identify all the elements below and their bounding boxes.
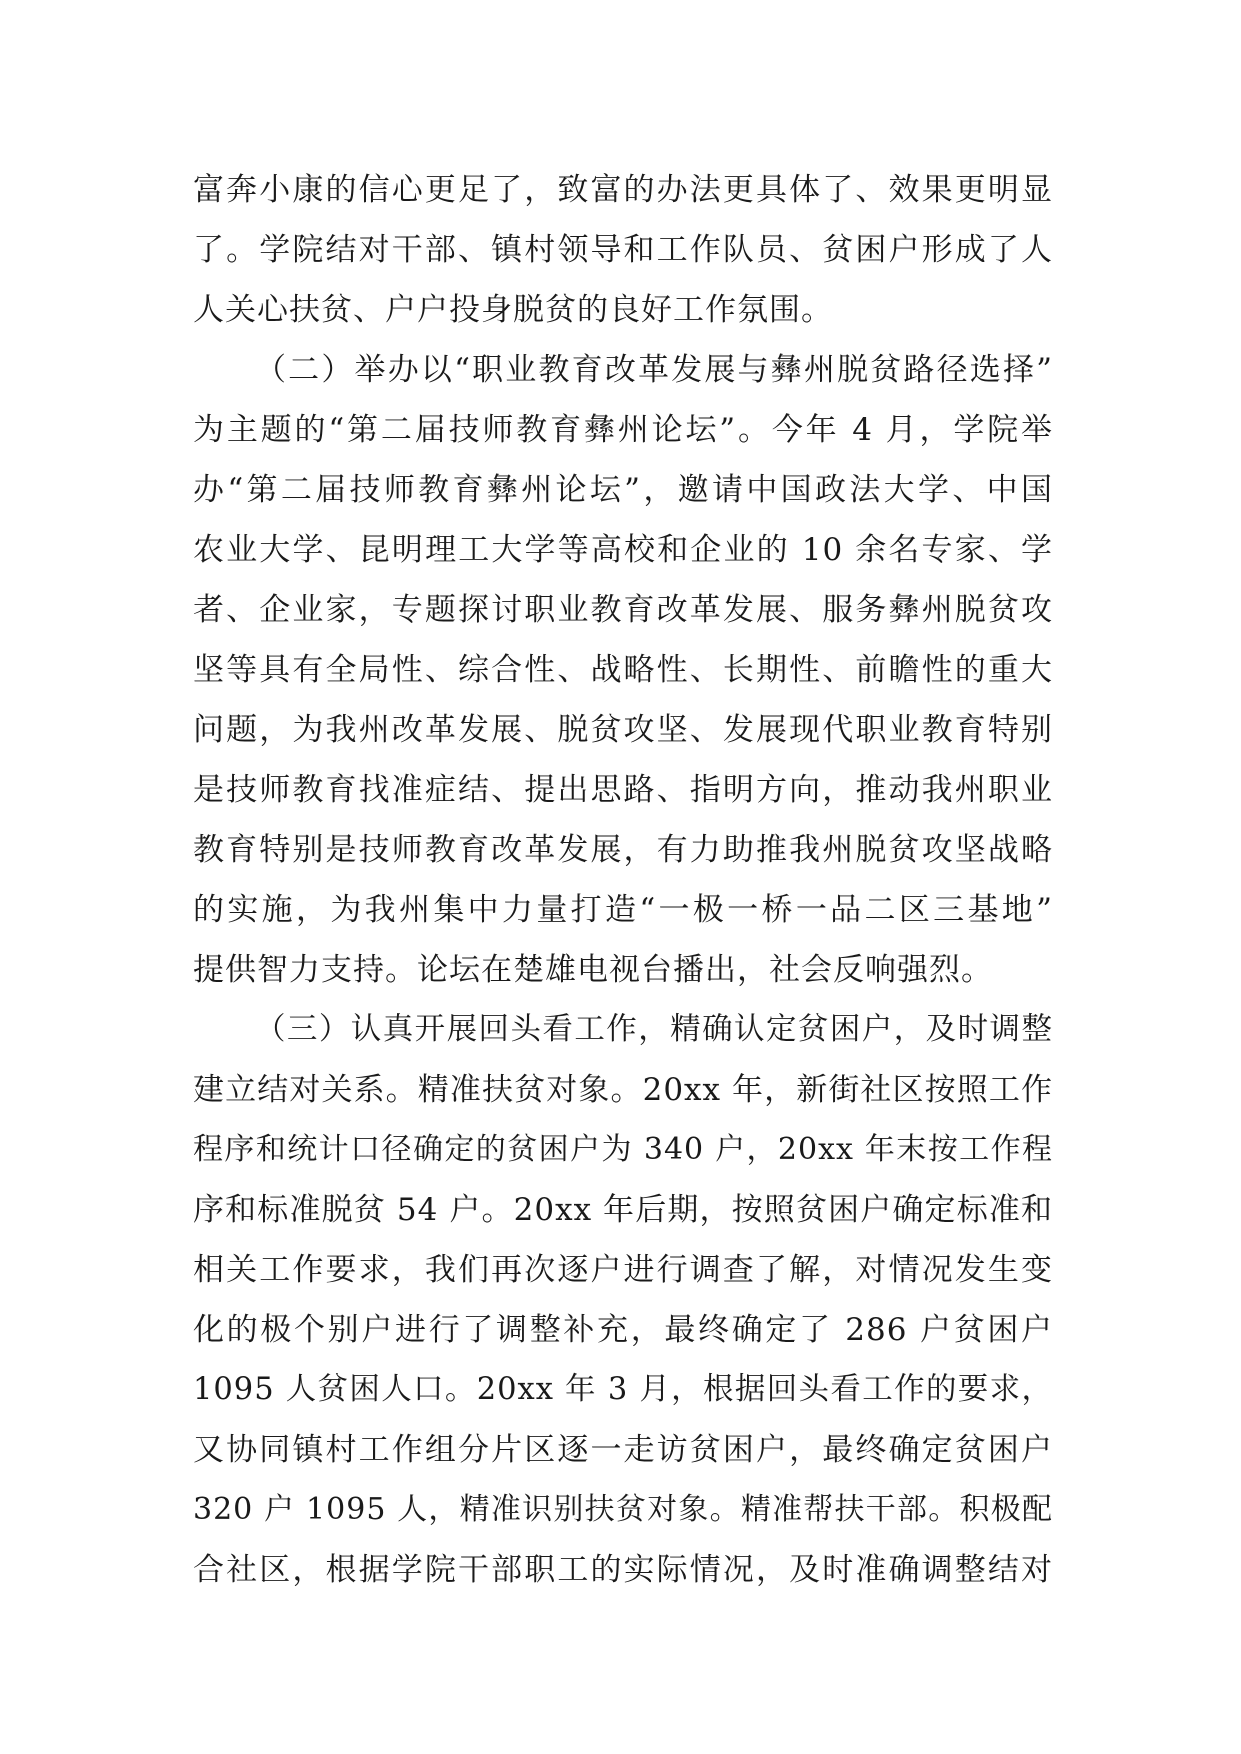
text-line: 相关工作要求，我们再次逐户进行调查了解，对情况发生变 — [193, 1252, 1053, 1288]
text-line: 教育特别是技师教育改革发展，有力助推我州脱贫攻坚战略 — [193, 832, 1053, 868]
text-line: 了。学院结对干部、镇村领导和工作队员、贫困户形成了人 — [193, 232, 1053, 268]
text-line: 合社区，根据学院干部职工的实际情况，及时准确调整结对 — [193, 1552, 1053, 1588]
text-line: 320 户 1095 人，精准识别扶贫对象。精准帮扶干部。积极配 — [193, 1492, 1053, 1527]
text-line: 化的极个别户进行了调整补充，最终确定了 286 户贫困户 — [193, 1312, 1053, 1348]
text-line: 是技师教育找准症结、提出思路、指明方向，推动我州职业 — [193, 772, 1053, 808]
text-line: 富奔小康的信心更足了，致富的办法更具体了、效果更明显 — [193, 172, 1053, 208]
text-line: 的实施，为我州集中力量打造“一极一桥一品二区三基地” — [193, 892, 1053, 928]
text-line: 1095 人贫困人口。20xx 年 3 月，根据回头看工作的要求， — [193, 1372, 1053, 1407]
text-line: 办“第二届技师教育彝州论坛”，邀请中国政法大学、中国 — [193, 472, 1053, 508]
text-line: 又协同镇村工作组分片区逐一走访贫困户，最终确定贫困户 — [193, 1432, 1053, 1468]
text-line: 程序和统计口径确定的贫困户为 340 户，20xx 年末按工作程 — [193, 1132, 1053, 1167]
text-line: 者、企业家，专题探讨职业教育改革发展、服务彝州脱贫攻 — [193, 592, 1053, 628]
text-line: 提供智力支持。论坛在楚雄电视台播出，社会反响强烈。 — [193, 952, 993, 988]
text-line: （二）举办以“职业教育改革发展与彝州脱贫路径选择” — [255, 352, 1053, 388]
text-line: （三）认真开展回头看工作，精确认定贫困户，及时调整 — [255, 1012, 1053, 1047]
text-line: 农业大学、昆明理工大学等高校和企业的 10 余名专家、学 — [193, 532, 1053, 568]
text-line: 人关心扶贫、户户投身脱贫的良好工作氛围。 — [193, 292, 833, 328]
document-body — [193, 160, 1053, 1600]
text-line: 坚等具有全局性、综合性、战略性、长期性、前瞻性的重大 — [193, 652, 1053, 688]
text-line: 问题，为我州改革发展、脱贫攻坚、发展现代职业教育特别 — [193, 712, 1053, 748]
text-line: 序和标准脱贫 54 户。20xx 年后期，按照贫困户确定标准和 — [193, 1192, 1053, 1228]
text-line: 为主题的“第二届技师教育彝州论坛”。今年 4 月，学院举 — [193, 412, 1053, 448]
text-line: 建立结对关系。精准扶贫对象。20xx 年，新街社区按照工作 — [193, 1072, 1053, 1108]
